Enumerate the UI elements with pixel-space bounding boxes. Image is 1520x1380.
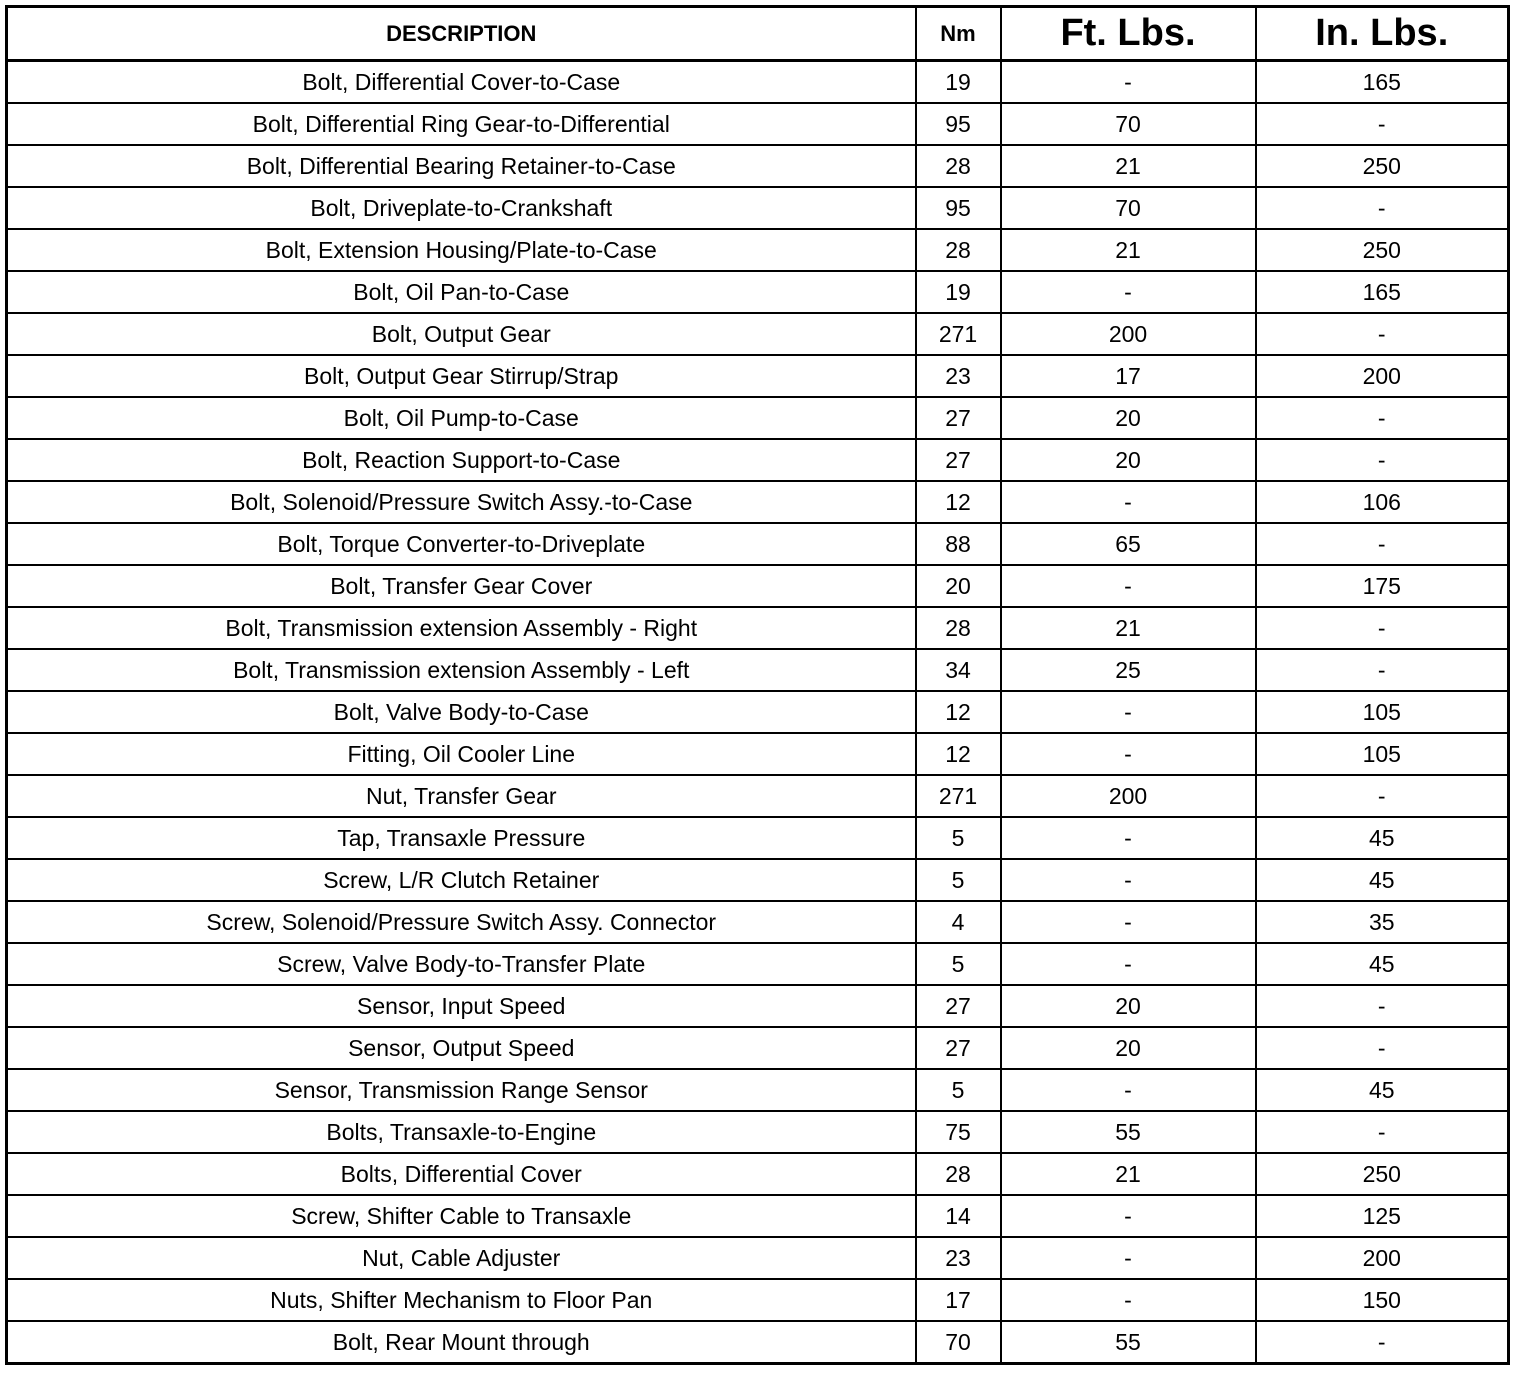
table-row	[7, 985, 1509, 1027]
table-row	[7, 901, 1509, 943]
cell-description: Nut, Transfer Gear	[7, 775, 916, 817]
table-row	[7, 565, 1509, 607]
cell-ft-lbs: -	[1001, 1195, 1256, 1237]
cell-nm: 23	[916, 355, 1001, 397]
cell-ft-lbs: -	[1001, 943, 1256, 985]
cell-nm: 95	[916, 103, 1001, 145]
cell-ft-lbs: -	[1001, 691, 1256, 733]
cell-description: Sensor, Input Speed	[7, 985, 916, 1027]
cell-in-lbs: 250	[1256, 1153, 1509, 1195]
cell-ft-lbs: -	[1001, 859, 1256, 901]
table-row	[7, 355, 1509, 397]
cell-in-lbs: -	[1256, 649, 1509, 691]
cell-description: Bolts, Differential Cover	[7, 1153, 916, 1195]
cell-description: Bolt, Driveplate-to-Crankshaft	[7, 187, 916, 229]
table-row	[7, 271, 1509, 313]
cell-in-lbs: -	[1256, 775, 1509, 817]
cell-description: Nuts, Shifter Mechanism to Floor Pan	[7, 1279, 916, 1321]
cell-description: Bolt, Differential Cover-to-Case	[7, 61, 916, 104]
table-row	[7, 1279, 1509, 1321]
cell-nm: 75	[916, 1111, 1001, 1153]
header-ft-lbs: Ft. Lbs.	[1001, 7, 1256, 61]
cell-nm: 271	[916, 775, 1001, 817]
cell-description: Bolt, Differential Bearing Retainer-to-Case	[7, 145, 916, 187]
cell-description: Nut, Cable Adjuster	[7, 1237, 916, 1279]
cell-nm: 12	[916, 481, 1001, 523]
cell-in-lbs: 35	[1256, 901, 1509, 943]
cell-in-lbs: 165	[1256, 61, 1509, 104]
table-header	[7, 7, 1509, 61]
cell-ft-lbs: 55	[1001, 1321, 1256, 1364]
cell-nm: 27	[916, 1027, 1001, 1069]
cell-nm: 28	[916, 229, 1001, 271]
table-row	[7, 733, 1509, 775]
table-row	[7, 859, 1509, 901]
cell-description: Fitting, Oil Cooler Line	[7, 733, 916, 775]
cell-nm: 12	[916, 691, 1001, 733]
cell-description: Bolt, Oil Pan-to-Case	[7, 271, 916, 313]
cell-nm: 27	[916, 439, 1001, 481]
cell-nm: 20	[916, 565, 1001, 607]
header-row	[7, 7, 1509, 61]
cell-description: Tap, Transaxle Pressure	[7, 817, 916, 859]
cell-ft-lbs: -	[1001, 565, 1256, 607]
cell-in-lbs: 250	[1256, 229, 1509, 271]
table-row	[7, 523, 1509, 565]
table-body	[7, 61, 1509, 1364]
cell-nm: 5	[916, 1069, 1001, 1111]
cell-description: Screw, Valve Body-to-Transfer Plate	[7, 943, 916, 985]
cell-ft-lbs: -	[1001, 901, 1256, 943]
cell-description: Bolt, Transmission extension Assembly - Left	[7, 649, 916, 691]
cell-description: Bolts, Transaxle-to-Engine	[7, 1111, 916, 1153]
cell-nm: 27	[916, 985, 1001, 1027]
cell-description: Bolt, Output Gear Stirrup/Strap	[7, 355, 916, 397]
cell-description: Sensor, Transmission Range Sensor	[7, 1069, 916, 1111]
cell-in-lbs: 200	[1256, 355, 1509, 397]
cell-description: Bolt, Output Gear	[7, 313, 916, 355]
cell-ft-lbs: -	[1001, 1237, 1256, 1279]
table-row	[7, 1027, 1509, 1069]
cell-in-lbs: -	[1256, 439, 1509, 481]
cell-description: Sensor, Output Speed	[7, 1027, 916, 1069]
cell-ft-lbs: 21	[1001, 145, 1256, 187]
cell-in-lbs: 200	[1256, 1237, 1509, 1279]
cell-nm: 28	[916, 145, 1001, 187]
cell-in-lbs: -	[1256, 523, 1509, 565]
cell-description: Bolt, Solenoid/Pressure Switch Assy.-to-Case	[7, 481, 916, 523]
table-row	[7, 1237, 1509, 1279]
cell-nm: 271	[916, 313, 1001, 355]
cell-nm: 4	[916, 901, 1001, 943]
cell-nm: 70	[916, 1321, 1001, 1364]
cell-ft-lbs: -	[1001, 817, 1256, 859]
cell-nm: 27	[916, 397, 1001, 439]
cell-ft-lbs: 21	[1001, 1153, 1256, 1195]
cell-in-lbs: 125	[1256, 1195, 1509, 1237]
table-row	[7, 61, 1509, 104]
cell-in-lbs: 45	[1256, 1069, 1509, 1111]
table-row	[7, 187, 1509, 229]
cell-nm: 17	[916, 1279, 1001, 1321]
cell-in-lbs: -	[1256, 313, 1509, 355]
cell-description: Bolt, Reaction Support-to-Case	[7, 439, 916, 481]
cell-in-lbs: 105	[1256, 733, 1509, 775]
cell-in-lbs: -	[1256, 607, 1509, 649]
cell-nm: 95	[916, 187, 1001, 229]
cell-ft-lbs: -	[1001, 1279, 1256, 1321]
cell-description: Screw, Solenoid/Pressure Switch Assy. Connector	[7, 901, 916, 943]
cell-nm: 19	[916, 271, 1001, 313]
cell-ft-lbs: -	[1001, 61, 1256, 104]
cell-ft-lbs: 25	[1001, 649, 1256, 691]
cell-ft-lbs: 17	[1001, 355, 1256, 397]
cell-ft-lbs: 55	[1001, 1111, 1256, 1153]
cell-in-lbs: -	[1256, 985, 1509, 1027]
cell-nm: 14	[916, 1195, 1001, 1237]
cell-description: Bolt, Torque Converter-to-Driveplate	[7, 523, 916, 565]
torque-specification-sheet	[5, 5, 1507, 1365]
table-row	[7, 103, 1509, 145]
cell-ft-lbs: 21	[1001, 229, 1256, 271]
table-row	[7, 1111, 1509, 1153]
cell-in-lbs: 106	[1256, 481, 1509, 523]
cell-description: Screw, Shifter Cable to Transaxle	[7, 1195, 916, 1237]
cell-in-lbs: -	[1256, 103, 1509, 145]
cell-ft-lbs: -	[1001, 481, 1256, 523]
table-row	[7, 481, 1509, 523]
cell-in-lbs: -	[1256, 1027, 1509, 1069]
cell-in-lbs: 165	[1256, 271, 1509, 313]
table-row	[7, 607, 1509, 649]
cell-ft-lbs: 200	[1001, 775, 1256, 817]
cell-nm: 28	[916, 607, 1001, 649]
table-row	[7, 397, 1509, 439]
cell-in-lbs: 150	[1256, 1279, 1509, 1321]
table-row	[7, 1321, 1509, 1364]
table-row	[7, 229, 1509, 271]
cell-ft-lbs: 65	[1001, 523, 1256, 565]
cell-in-lbs: 175	[1256, 565, 1509, 607]
cell-nm: 5	[916, 943, 1001, 985]
cell-ft-lbs: -	[1001, 271, 1256, 313]
cell-in-lbs: -	[1256, 1111, 1509, 1153]
header-nm: Nm	[916, 7, 1001, 61]
table-row	[7, 649, 1509, 691]
cell-ft-lbs: -	[1001, 1069, 1256, 1111]
cell-in-lbs: 105	[1256, 691, 1509, 733]
cell-nm: 12	[916, 733, 1001, 775]
cell-ft-lbs: 200	[1001, 313, 1256, 355]
table-row	[7, 313, 1509, 355]
cell-in-lbs: -	[1256, 1321, 1509, 1364]
header-description: DESCRIPTION	[7, 7, 916, 61]
cell-ft-lbs: 21	[1001, 607, 1256, 649]
cell-in-lbs: 45	[1256, 817, 1509, 859]
torque-spec-table	[5, 5, 1510, 1365]
table-row	[7, 775, 1509, 817]
cell-ft-lbs: 20	[1001, 985, 1256, 1027]
table-row	[7, 817, 1509, 859]
cell-ft-lbs: 70	[1001, 103, 1256, 145]
table-row	[7, 1069, 1509, 1111]
cell-ft-lbs: 20	[1001, 439, 1256, 481]
cell-description: Bolt, Transmission extension Assembly - Right	[7, 607, 916, 649]
cell-in-lbs: 45	[1256, 859, 1509, 901]
cell-in-lbs: -	[1256, 397, 1509, 439]
cell-description: Bolt, Extension Housing/Plate-to-Case	[7, 229, 916, 271]
table-row	[7, 943, 1509, 985]
cell-ft-lbs: 20	[1001, 397, 1256, 439]
table-row	[7, 439, 1509, 481]
header-in-lbs: In. Lbs.	[1256, 7, 1509, 61]
cell-description: Screw, L/R Clutch Retainer	[7, 859, 916, 901]
table-row	[7, 691, 1509, 733]
cell-nm: 28	[916, 1153, 1001, 1195]
cell-ft-lbs: 20	[1001, 1027, 1256, 1069]
table-row	[7, 1153, 1509, 1195]
cell-ft-lbs: -	[1001, 733, 1256, 775]
cell-nm: 34	[916, 649, 1001, 691]
cell-description: Bolt, Transfer Gear Cover	[7, 565, 916, 607]
cell-nm: 23	[916, 1237, 1001, 1279]
cell-description: Bolt, Oil Pump-to-Case	[7, 397, 916, 439]
cell-ft-lbs: 70	[1001, 187, 1256, 229]
cell-nm: 5	[916, 859, 1001, 901]
cell-in-lbs: 45	[1256, 943, 1509, 985]
cell-description: Bolt, Valve Body-to-Case	[7, 691, 916, 733]
cell-in-lbs: -	[1256, 187, 1509, 229]
cell-description: Bolt, Differential Ring Gear-to-Differential	[7, 103, 916, 145]
cell-nm: 5	[916, 817, 1001, 859]
cell-nm: 88	[916, 523, 1001, 565]
table-row	[7, 145, 1509, 187]
table-row	[7, 1195, 1509, 1237]
cell-nm: 19	[916, 61, 1001, 104]
cell-in-lbs: 250	[1256, 145, 1509, 187]
cell-description: Bolt, Rear Mount through	[7, 1321, 916, 1364]
